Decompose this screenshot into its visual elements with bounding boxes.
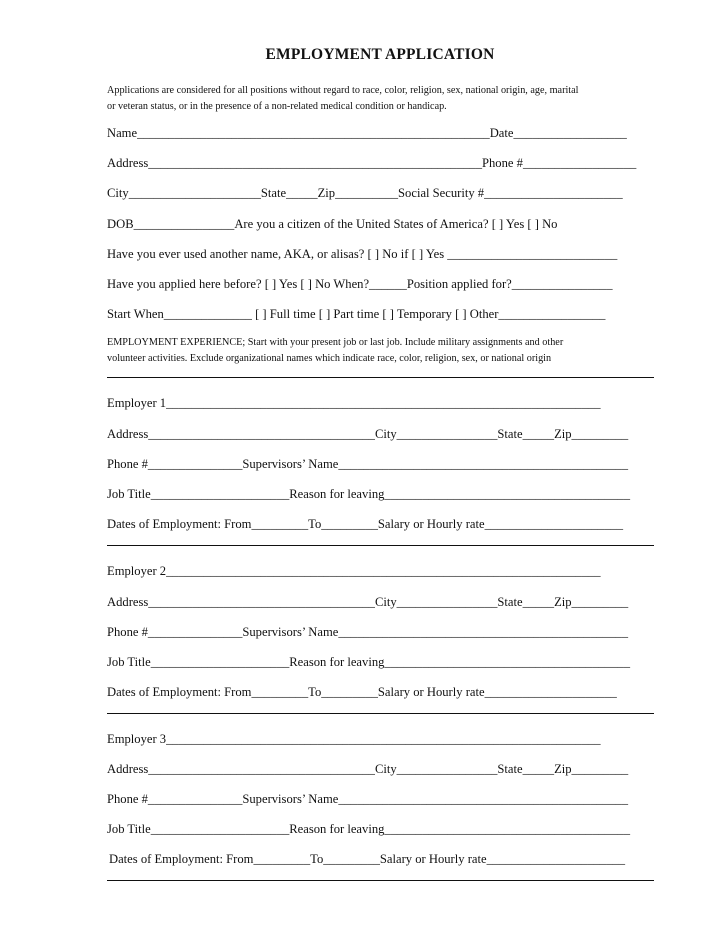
employer-divider: [107, 880, 654, 881]
employer-2-dates-field[interactable]: Dates of Employment: From_________To_________Salary or Hourly rate_____________________: [107, 685, 617, 699]
city-state-zip-ssn-field[interactable]: City_____________________State_____Zip__________Social Security #______________________: [107, 186, 623, 200]
notice-line-1: Applications are considered for all positions without regard to race, color, religion, sex, national origin, age, marital: [107, 85, 579, 96]
employer-1-dates-field[interactable]: Dates of Employment: From_________To_________Salary or Hourly rate______________________: [107, 517, 624, 531]
employer-2-phone-field[interactable]: Phone #_______________Supervisors’ Name______________________________________________: [107, 625, 628, 639]
form-title: EMPLOYMENT APPLICATION: [265, 46, 495, 63]
employer-3-job-field[interactable]: Job Title______________________Reason for leaving_______________________________________: [107, 822, 630, 836]
employer-1-job-field[interactable]: Job Title______________________Reason for leaving_______________________________________: [107, 487, 630, 501]
experience-instructions-2: volunteer activities. Exclude organizational names which indicate race, color, religion, sex, or national origin: [107, 353, 552, 364]
employer-1-name-field[interactable]: Employer 1_____________________________________________________________________: [107, 396, 601, 410]
employer-2-name-field[interactable]: Employer 2_____________________________________________________________________: [107, 564, 601, 578]
dob-citizen-field[interactable]: DOB________________Are you a citizen of the United States of America? [ ] Yes [ ] No: [107, 217, 558, 231]
notice-line-2: or veteran status, or in the presence of a non-related medical condition or handicap.: [107, 101, 447, 112]
employer-divider: [107, 545, 654, 546]
employer-2-address-field[interactable]: Address____________________________________City________________State_____Zip_________: [107, 595, 629, 609]
employer-1-address-field[interactable]: Address____________________________________City________________State_____Zip_________: [107, 427, 629, 441]
employer-3-phone-field[interactable]: Phone #_______________Supervisors’ Name______________________________________________: [107, 792, 628, 806]
applied-before-field[interactable]: Have you applied here before? [ ] Yes [ ] No When?______Position applied for?________________: [107, 277, 613, 291]
employer-3-name-field[interactable]: Employer 3_____________________________________________________________________: [107, 732, 601, 746]
employer-divider: [107, 713, 654, 714]
alias-field[interactable]: Have you ever used another name, AKA, or alisas? [ ] No if [ ] Yes ___________________________: [107, 247, 618, 261]
employer-3-address-field[interactable]: Address____________________________________City________________State_____Zip_________: [107, 762, 629, 776]
experience-instructions-1: EMPLOYMENT EXPERIENCE; Start with your present job or last job. Include military assignments and other: [107, 337, 564, 348]
address-phone-field[interactable]: Address_____________________________________________________Phone #__________________: [107, 156, 637, 170]
employer-3-dates-field[interactable]: Dates of Employment: From_________To_________Salary or Hourly rate______________________: [109, 852, 626, 866]
section-divider: [107, 377, 654, 378]
employer-1-phone-field[interactable]: Phone #_______________Supervisors’ Name______________________________________________: [107, 457, 628, 471]
name-date-field[interactable]: Name________________________________________________________Date__________________: [107, 126, 627, 140]
start-when-field[interactable]: Start When______________ [ ] Full time [ ] Part time [ ] Temporary [ ] Other_________________: [107, 307, 606, 321]
employer-2-job-field[interactable]: Job Title______________________Reason for leaving_______________________________________: [107, 655, 630, 669]
